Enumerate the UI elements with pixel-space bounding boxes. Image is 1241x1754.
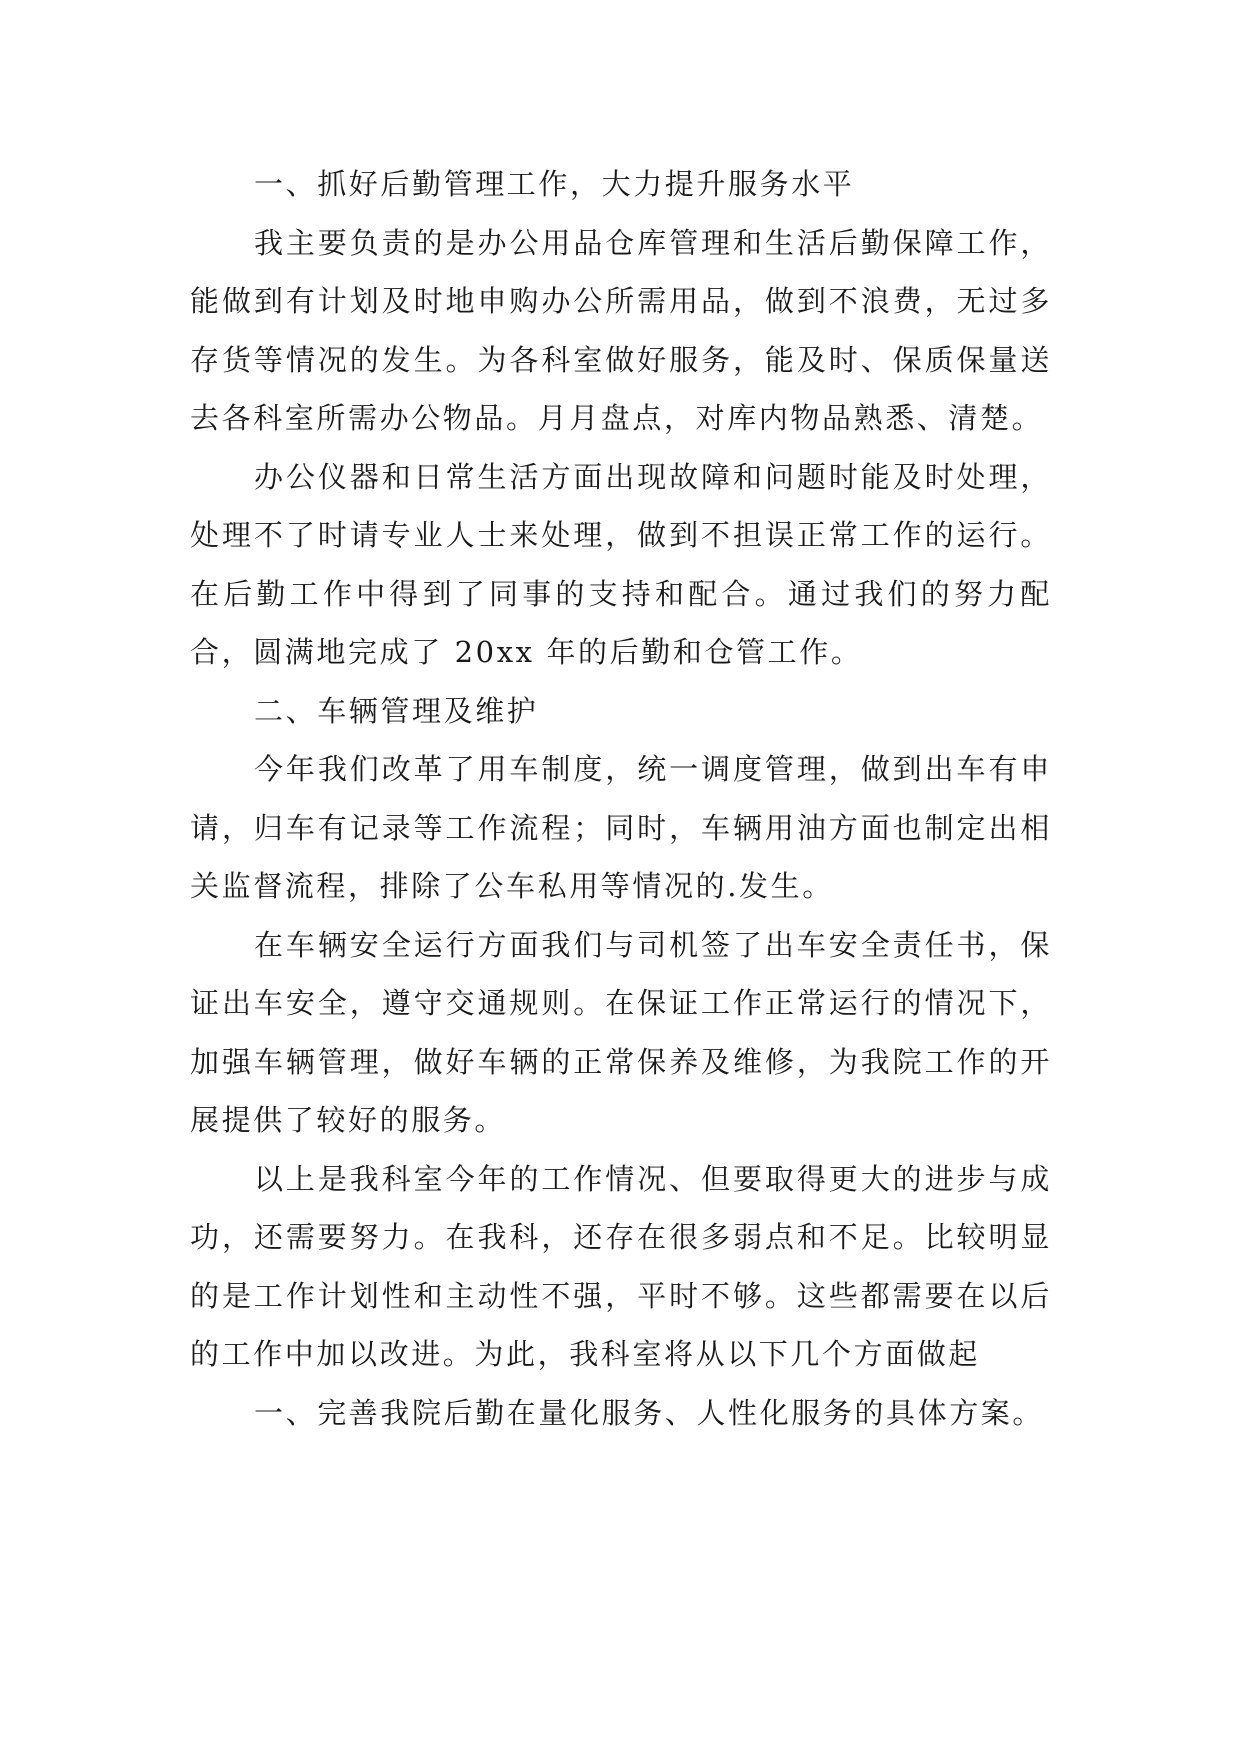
paragraph-vehicle-safety: 在车辆安全运行方面我们与司机签了出车安全责任书，保证出车安全，遵守交通规则。在保证工作正常运行的情况下，加强车辆管理，做好车辆的正常保养及维修，为我院工作的开展提供了较好的服务。 [190, 927, 1052, 1137]
section-heading-vehicles: 二、车辆管理及维护 [254, 693, 539, 728]
paragraph-equipment: 办公仪器和日常生活方面出现故障和问题时能及时处理，处理不了时请专业人士来处理，做到不担误正常工作的运行。在后勤工作中得到了同事的支持和配合。通过我们的努力配合，圆满地完成了 20xx 年的后勤和仓管工作。 [190, 459, 1052, 669]
paragraph-vehicle-system: 今年我们改革了用车制度，统一调度管理，做到出车有申请，归车有记录等工作流程；同时，车辆用油方面也制定出相关监督流程，排除了公车私用等情况的.发生。 [190, 752, 1052, 903]
paragraph-warehouse: 我主要负责的是办公用品仓库管理和生活后勤保障工作，能做到有计划及时地申购办公所需用品，做到不浪费，无过多存货等情况的发生。为各科室做好服务，能及时、保质保量送去各科室所需办公物品。月月盘点，对库内物品熟悉、清楚。 [190, 225, 1052, 435]
paragraph-plan-item-1: 一、完善我院后勤在量化服务、人性化服务的具体方案。 [254, 1395, 1045, 1430]
paragraph-summary: 以上是我科室今年的工作情况、但要取得更大的进步与成功，还需要努力。在我科，还存在很多弱点和不足。比较明显的是工作计划性和主动性不强，平时不够。这些都需要在以后的工作中加以改进。为此，我科室将从以下几个方面做起 [190, 1161, 1052, 1371]
section-heading-logistics: 一、抓好后勤管理工作，大力提升服务水平 [254, 167, 855, 201]
document-body [190, 155, 1052, 1442]
